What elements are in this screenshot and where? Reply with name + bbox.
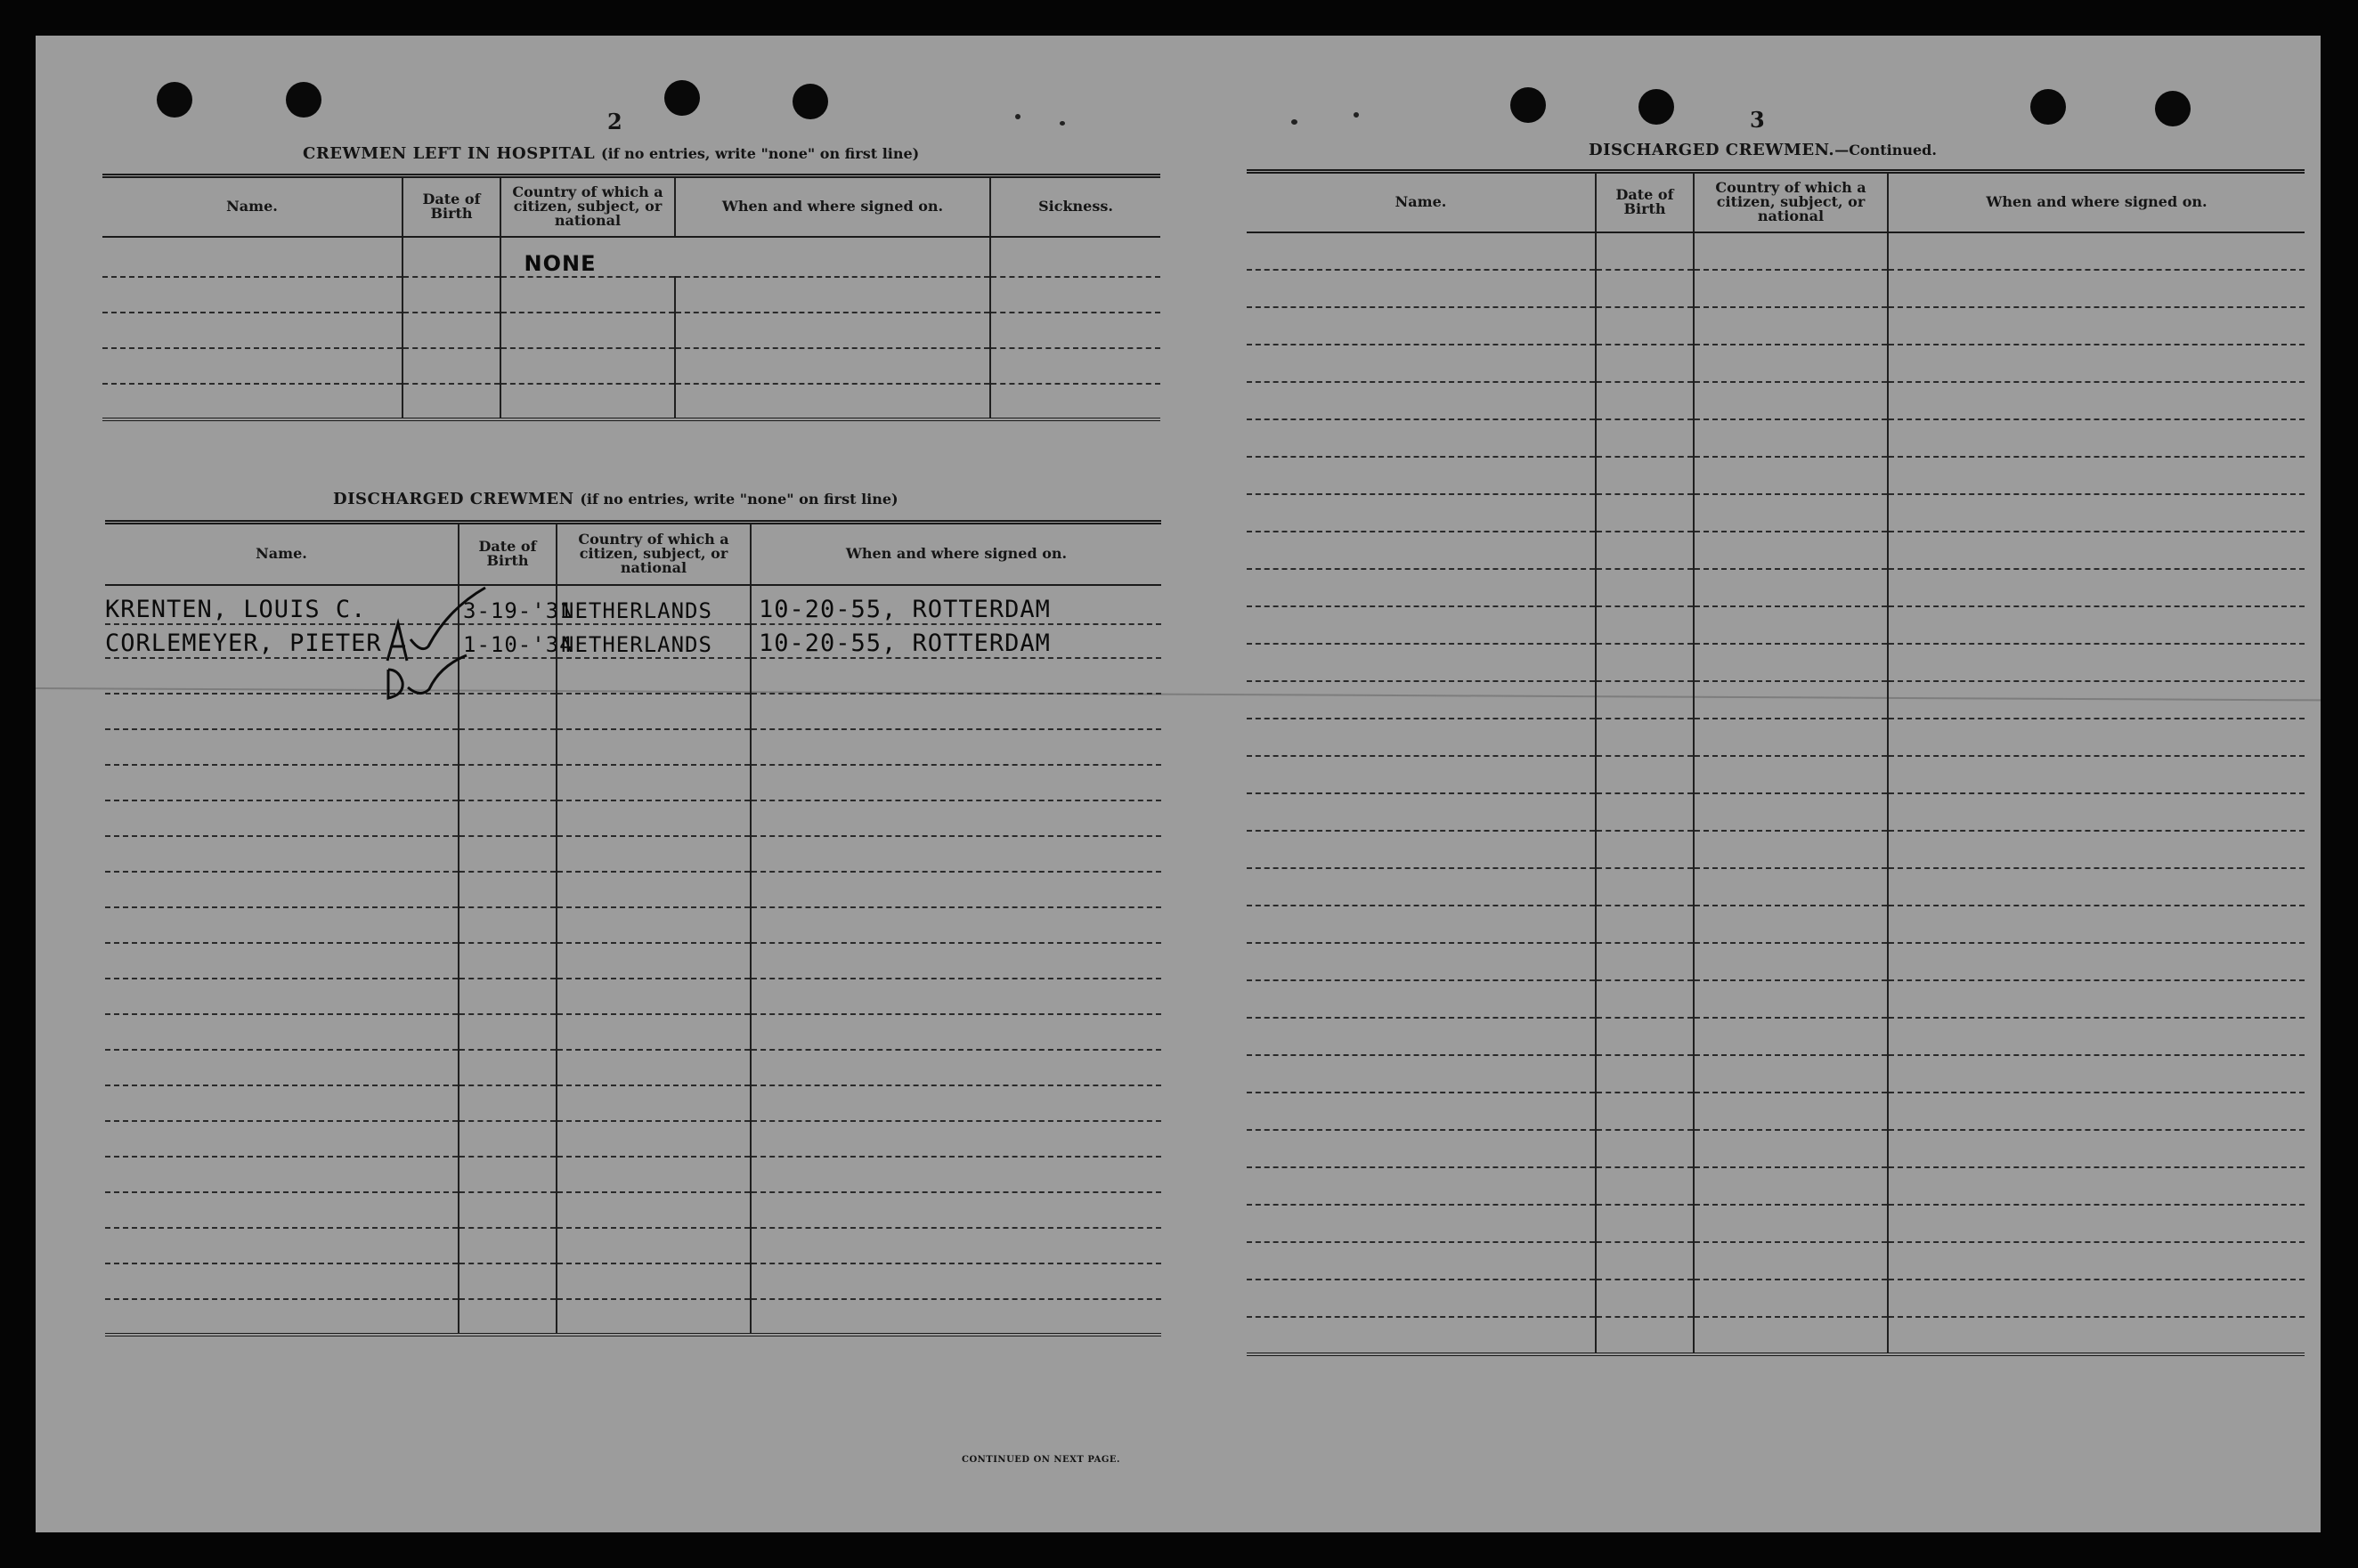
table-cell: [1694, 719, 1888, 756]
table-cell: [459, 907, 557, 943]
table-cell: [1247, 457, 1596, 494]
table-cell: [1694, 980, 1888, 1018]
speck: [1060, 121, 1065, 126]
table-cell: [1888, 1130, 2305, 1167]
table-cell: [105, 1085, 459, 1121]
table-cell: [1694, 494, 1888, 532]
table-cell: [557, 979, 751, 1014]
page-number-left: 2: [607, 109, 622, 134]
punch-hole: [1510, 87, 1546, 123]
table-cell: [105, 1228, 459, 1263]
table-cell: [1694, 457, 1888, 494]
table-cell: [105, 1050, 459, 1085]
table-cell: [105, 836, 459, 872]
table-cell: [751, 694, 1161, 729]
crew-name: CORLEMEYER, PIETER: [105, 624, 459, 658]
speck: [1291, 119, 1297, 125]
table-cell: [1888, 532, 2305, 569]
column-header-sickness: Sickness.: [990, 176, 1160, 237]
table-cell: [105, 1299, 459, 1335]
table-cell: [1888, 1018, 2305, 1055]
punch-hole: [1638, 89, 1674, 125]
discharged-continued-title: [1589, 141, 1937, 159]
table-cell: [1247, 569, 1596, 606]
table-cell: [557, 765, 751, 800]
crew-signed-on: 10-20-55, ROTTERDAM: [751, 624, 1161, 658]
table-cell: [105, 765, 459, 800]
table-cell: [1888, 457, 2305, 494]
table-cell: [105, 800, 459, 836]
table-cell: [1888, 569, 2305, 606]
discharged-table: [105, 520, 1161, 1336]
table-cell: [1694, 868, 1888, 906]
table-cell: [675, 313, 990, 348]
table-cell: [105, 872, 459, 907]
table-cell: [1694, 943, 1888, 980]
hospital-subtitle-text: (if no entries, write "none" on first line): [601, 145, 920, 162]
table-cell: [1596, 345, 1694, 382]
hospital-none-entry: NONE: [500, 237, 990, 277]
table-cell: [459, 979, 557, 1014]
table-cell: [105, 907, 459, 943]
table-cell: [557, 1121, 751, 1157]
table-cell: [1596, 606, 1694, 644]
table-cell: [402, 237, 500, 277]
table-cell: [675, 384, 990, 419]
table-cell: [990, 348, 1160, 384]
table-cell: [459, 1121, 557, 1157]
table-cell: [751, 1157, 1161, 1192]
table-cell: [1596, 906, 1694, 943]
table-cell: [1888, 980, 2305, 1018]
table-cell: [1596, 756, 1694, 793]
table-cell: [1596, 532, 1694, 569]
column-header-date-of-birth: Date of Birth: [402, 176, 500, 237]
table-cell: [1596, 382, 1694, 419]
table-cell: [751, 800, 1161, 836]
crew-signed-on: 10-20-55, ROTTERDAM: [751, 585, 1161, 624]
table-cell: [1596, 1205, 1694, 1242]
table-cell: [1694, 345, 1888, 382]
table-cell: [459, 872, 557, 907]
table-cell: [1888, 1093, 2305, 1130]
table-cell: [1694, 1018, 1888, 1055]
table-cell: [459, 1263, 557, 1299]
table-cell: [990, 237, 1160, 277]
discharged-section-title: [333, 490, 898, 508]
table-cell: [500, 348, 675, 384]
table-cell: [1596, 868, 1694, 906]
table-cell: [102, 277, 402, 313]
table-cell: [1694, 793, 1888, 831]
table-cell: [1247, 307, 1596, 345]
table-cell: [557, 943, 751, 979]
table-cell: [1596, 1317, 1694, 1354]
table-cell: [557, 1157, 751, 1192]
table-cell: [1888, 906, 2305, 943]
table-cell: [1247, 793, 1596, 831]
table-cell: [1694, 644, 1888, 681]
table-cell: [557, 1014, 751, 1050]
table-cell: [459, 1157, 557, 1192]
table-cell: [990, 384, 1160, 419]
discharged-continued-table: [1247, 169, 2305, 1356]
table-cell: [1888, 943, 2305, 980]
table-cell: [500, 384, 675, 419]
table-cell: [459, 1050, 557, 1085]
table-cell: [1888, 606, 2305, 644]
table-cell: [459, 836, 557, 872]
column-header-signed-on: When and where signed on.: [675, 176, 990, 237]
table-cell: [751, 765, 1161, 800]
hospital-table: [102, 174, 1160, 421]
table-cell: [1888, 681, 2305, 719]
table-cell: [557, 836, 751, 872]
speck: [1015, 114, 1020, 119]
table-cell: [557, 729, 751, 765]
table-cell: [557, 907, 751, 943]
table-cell: [675, 277, 990, 313]
table-cell: [1596, 1167, 1694, 1205]
table-cell: [1888, 1167, 2305, 1205]
table-cell: [459, 1192, 557, 1228]
table-cell: [1247, 345, 1596, 382]
table-cell: [102, 237, 402, 277]
discharged-continued-subtitle-text: —Continued.: [1834, 142, 1937, 158]
table-cell: [751, 1228, 1161, 1263]
table-cell: [1888, 307, 2305, 345]
table-cell: [1888, 831, 2305, 868]
table-cell: [557, 1085, 751, 1121]
table-cell: [1596, 1242, 1694, 1280]
table-cell: [402, 348, 500, 384]
table-cell: [1247, 606, 1596, 644]
table-cell: [1694, 1167, 1888, 1205]
table-cell: [1888, 382, 2305, 419]
table-cell: [557, 1050, 751, 1085]
table-cell: [102, 313, 402, 348]
table-cell: [1247, 644, 1596, 681]
table-cell: [751, 979, 1161, 1014]
table-cell: [751, 658, 1161, 694]
column-header-name: Name.: [105, 523, 459, 585]
hospital-title-text: CREWMEN LEFT IN HOSPITAL: [303, 144, 596, 163]
table-cell: [1694, 606, 1888, 644]
table-cell: [1247, 1280, 1596, 1317]
table-cell: [1247, 419, 1596, 457]
table-cell: [557, 1228, 751, 1263]
table-cell: [1596, 831, 1694, 868]
table-cell: [1247, 719, 1596, 756]
punch-hole: [793, 84, 828, 119]
table-cell: [557, 1192, 751, 1228]
table-cell: [459, 1014, 557, 1050]
table-cell: [105, 979, 459, 1014]
table-cell: [1888, 419, 2305, 457]
table-cell: [675, 348, 990, 384]
punch-hole: [286, 82, 321, 118]
table-cell: [557, 658, 751, 694]
column-header-country: Country of which a citizen, subject, or national: [557, 523, 751, 585]
table-cell: [1596, 457, 1694, 494]
table-cell: [1596, 270, 1694, 307]
table-cell: [1596, 232, 1694, 270]
table-cell: [1888, 494, 2305, 532]
table-cell: [1888, 719, 2305, 756]
table-cell: [500, 277, 675, 313]
table-cell: [1247, 906, 1596, 943]
crew-country: NETHERLANDS: [557, 585, 751, 624]
table-cell: [1694, 569, 1888, 606]
table-cell: [459, 1085, 557, 1121]
table-cell: [1596, 569, 1694, 606]
table-cell: [1694, 831, 1888, 868]
table-cell: [1694, 1317, 1888, 1354]
table-cell: [1247, 532, 1596, 569]
table-cell: [990, 313, 1160, 348]
discharged-title-text: DISCHARGED CREWMEN: [333, 490, 574, 508]
table-cell: [1596, 1130, 1694, 1167]
table-cell: [102, 384, 402, 419]
table-cell: [1247, 1130, 1596, 1167]
table-cell: [1694, 419, 1888, 457]
table-cell: [751, 943, 1161, 979]
table-cell: [1247, 1167, 1596, 1205]
table-cell: [1694, 1280, 1888, 1317]
table-cell: [402, 313, 500, 348]
table-cell: [1694, 1242, 1888, 1280]
table-cell: [1596, 980, 1694, 1018]
table-cell: [105, 1157, 459, 1192]
table-cell: [1888, 1205, 2305, 1242]
table-cell: [1247, 1018, 1596, 1055]
table-cell: [557, 1299, 751, 1335]
table-cell: [1247, 1205, 1596, 1242]
table-cell: [459, 943, 557, 979]
table-cell: [1694, 232, 1888, 270]
column-header-name: Name.: [102, 176, 402, 237]
page-number-right: 3: [1750, 107, 1765, 133]
table-cell: [1694, 1130, 1888, 1167]
table-cell: [1888, 756, 2305, 793]
table-cell: [751, 1050, 1161, 1085]
table-cell: [1888, 1280, 2305, 1317]
table-cell: [557, 1263, 751, 1299]
table-cell: [1247, 831, 1596, 868]
table-cell: [1596, 644, 1694, 681]
table-cell: [1694, 906, 1888, 943]
speck: [1354, 112, 1359, 118]
column-header-date-of-birth: Date of Birth: [459, 523, 557, 585]
table-cell: [1596, 681, 1694, 719]
table-cell: [1247, 1093, 1596, 1130]
table-cell: [557, 872, 751, 907]
table-cell: [500, 313, 675, 348]
table-cell: [105, 1014, 459, 1050]
table-cell: [1247, 980, 1596, 1018]
table-cell: [459, 765, 557, 800]
table-cell: [1247, 756, 1596, 793]
table-cell: [1888, 232, 2305, 270]
table-cell: [402, 277, 500, 313]
table-cell: [1596, 1018, 1694, 1055]
table-cell: [751, 907, 1161, 943]
table-cell: [751, 872, 1161, 907]
table-cell: [1247, 494, 1596, 532]
table-cell: [105, 1192, 459, 1228]
table-cell: [1247, 1317, 1596, 1354]
table-cell: [1596, 307, 1694, 345]
table-cell: [751, 1192, 1161, 1228]
table-cell: [1694, 756, 1888, 793]
table-cell: [1596, 793, 1694, 831]
table-cell: [751, 1085, 1161, 1121]
table-cell: [1247, 868, 1596, 906]
table-cell: [1247, 1055, 1596, 1093]
table-cell: [1694, 681, 1888, 719]
punch-hole: [664, 80, 700, 116]
crew-country: NETHERLANDS: [557, 624, 751, 658]
table-cell: [105, 729, 459, 765]
table-cell: [105, 943, 459, 979]
table-cell: [1247, 681, 1596, 719]
punch-hole: [157, 82, 192, 118]
table-cell: [1694, 1093, 1888, 1130]
document-scan: [36, 36, 2321, 1532]
crew-name: KRENTEN, LOUIS C.: [105, 585, 459, 624]
table-cell: [751, 1014, 1161, 1050]
table-cell: [1888, 345, 2305, 382]
table-cell: [1694, 532, 1888, 569]
handwritten-initial-mark: [381, 646, 497, 709]
table-cell: [459, 1228, 557, 1263]
column-header-country: Country of which a citizen, subject, or national: [500, 176, 675, 237]
table-cell: [1596, 1055, 1694, 1093]
table-cell: [751, 1121, 1161, 1157]
table-cell: [1694, 1055, 1888, 1093]
table-cell: [1596, 419, 1694, 457]
table-cell: [402, 384, 500, 419]
hospital-section-title: [303, 144, 919, 163]
table-cell: [1888, 644, 2305, 681]
continued-note: CONTINUED ON NEXT PAGE.: [962, 1455, 1121, 1465]
table-cell: [1247, 232, 1596, 270]
punch-hole: [2030, 89, 2066, 125]
table-cell: [1694, 270, 1888, 307]
table-cell: [557, 694, 751, 729]
table-cell: [1694, 307, 1888, 345]
table-cell: [751, 1263, 1161, 1299]
table-cell: [459, 800, 557, 836]
table-cell: [1247, 943, 1596, 980]
table-cell: [1596, 494, 1694, 532]
column-header-name: Name.: [1247, 172, 1596, 232]
table-cell: [1888, 1317, 2305, 1354]
table-cell: [1888, 1055, 2305, 1093]
column-header-signed-on: When and where signed on.: [751, 523, 1161, 585]
table-cell: [557, 800, 751, 836]
punch-hole: [2155, 91, 2191, 126]
table-cell: [1694, 1205, 1888, 1242]
table-cell: [459, 1299, 557, 1335]
table-cell: [105, 1121, 459, 1157]
table-cell: [1596, 1280, 1694, 1317]
table-cell: [1596, 719, 1694, 756]
table-cell: [102, 348, 402, 384]
table-cell: [1247, 1242, 1596, 1280]
table-cell: [1888, 793, 2305, 831]
table-cell: [1694, 382, 1888, 419]
table-cell: [1888, 868, 2305, 906]
table-cell: [751, 729, 1161, 765]
crew-dob: 1-10-'34: [459, 624, 557, 658]
table-cell: [1888, 270, 2305, 307]
table-cell: [990, 277, 1160, 313]
table-cell: [459, 729, 557, 765]
table-cell: [751, 1299, 1161, 1335]
table-cell: [105, 1263, 459, 1299]
crew-dob: 3-19-'31: [459, 585, 557, 624]
discharged-continued-title-text: DISCHARGED CREWMEN.: [1589, 141, 1835, 159]
table-cell: [1596, 1093, 1694, 1130]
table-cell: [1247, 270, 1596, 307]
table-cell: [1888, 1242, 2305, 1280]
discharged-subtitle-text: (if no entries, write "none" on first line): [580, 491, 898, 508]
column-header-country: Country of which a citizen, subject, or national: [1694, 172, 1888, 232]
column-header-date-of-birth: Date of Birth: [1596, 172, 1694, 232]
table-cell: [1596, 943, 1694, 980]
table-cell: [1247, 382, 1596, 419]
column-header-signed-on: When and where signed on.: [1888, 172, 2305, 232]
table-cell: [751, 836, 1161, 872]
